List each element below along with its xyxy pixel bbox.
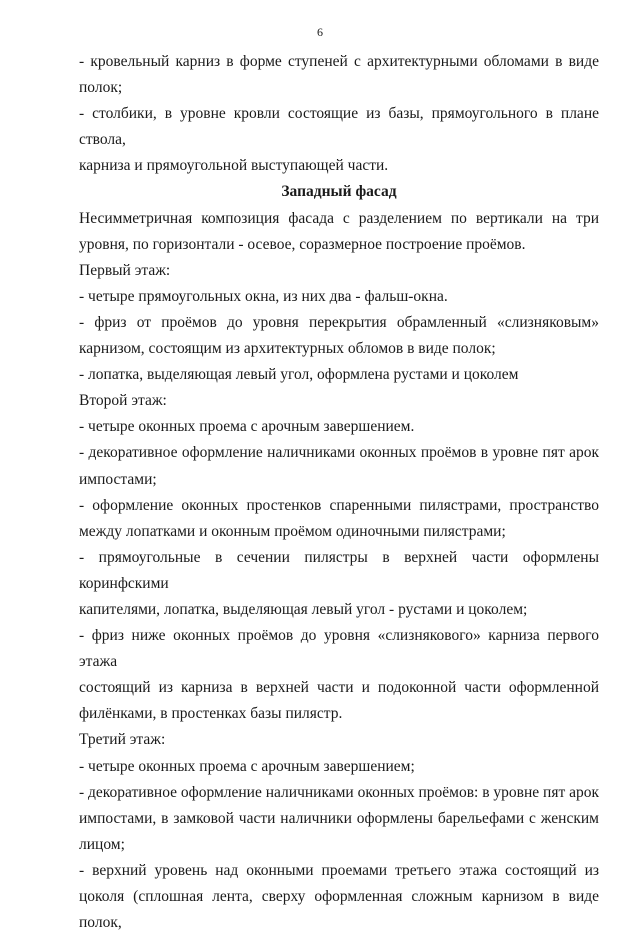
text-line: - фриз ниже оконных проёмов до уровня «слизнякового» карниза первого этажа (79, 627, 599, 671)
text-line: уровня, по горизонтали - осевое, соразмерное построение проёмов. (79, 235, 526, 253)
text-line: состоящий из карниза в верхней части и подоконной части оформленной (79, 679, 599, 697)
page-number: 6 (317, 25, 323, 39)
text-line: - верхний уровень над оконными проемами третьего этажа состоящий из (79, 861, 599, 879)
text-line: - лопатка, выделяющая левый угол, оформлена рустами и цоколем (79, 366, 519, 384)
text-line: полок; (79, 79, 123, 97)
text-line: - четыре прямоугольных окна, из них два - фальш-окна. (79, 287, 448, 305)
text-line: - столбики, в уровне кровли состоящие из базы, прямоугольного в плане ствола, (79, 105, 599, 149)
text-line: - четыре оконных проема с арочным завершением; (79, 757, 415, 775)
text-line: - кровельный карниз в форме ступеней с архитектурными обломами в виде (79, 53, 599, 70)
text-line: - фриз от проёмов до уровня перекрытия обрамленный «слизняковым» (79, 313, 599, 331)
text-line: карниза и прямоугольной выступающей части. (79, 157, 389, 175)
text-line: импостами, в замковой части наличники оформлены барельефами с женским (79, 809, 599, 827)
text-line: Несимметричная композиция фасада с разделением по вертикали на три (79, 209, 599, 227)
document-body (79, 49, 599, 936)
section-heading: Западный фасад (281, 183, 397, 201)
text-line: - декоративное оформление наличниками оконных проёмов в уровне пят арок (79, 444, 599, 462)
text-line: карнизом, состоящим из архитектурных обломов в виде полок; (79, 340, 496, 358)
text-line: - четыре оконных проема с арочным завершением. (79, 418, 415, 436)
text-line: Первый этаж: (79, 261, 171, 279)
text-line: импостами; (79, 470, 157, 488)
text-line: капителями, лопатка, выделяющая левый угол - рустами и цоколем; (79, 600, 528, 618)
text-line: между лопатками и оконным проёмом одиночными пилястрами; (79, 522, 506, 540)
text-line: - прямоугольные в сечении пилястры в верхней части оформлены коринфскими (79, 548, 599, 592)
text-line: филёнками, в простенках базы пилястр. (79, 705, 343, 723)
text-line: - декоративное оформление наличниками оконных проёмов: в уровне пят арок (79, 783, 600, 801)
text-line: лицом; (79, 835, 125, 853)
text-line: цоколя (сплошная лента, сверху оформленная сложным карнизом в виде полок, (79, 888, 599, 932)
text-line: - оформление оконных простенков спаренными пилястрами, пространство (79, 496, 599, 514)
text-line: Второй этаж: (79, 392, 167, 410)
text-line: Третий этаж: (79, 731, 166, 749)
